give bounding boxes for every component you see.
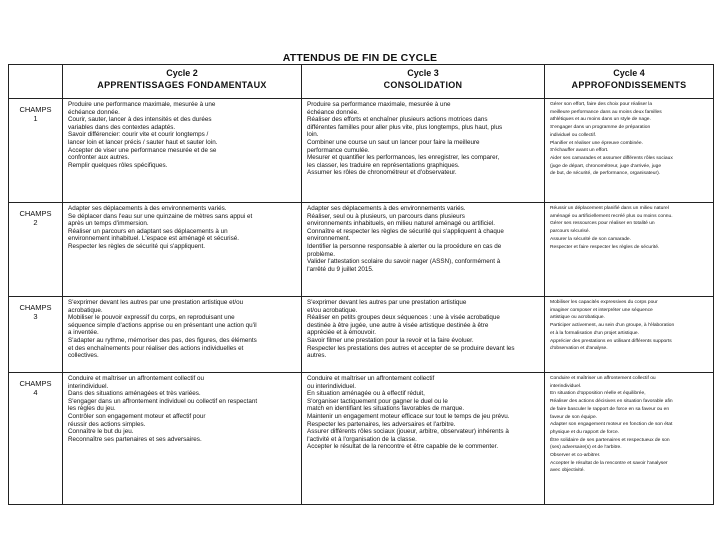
cell-line: et/ou acrobatique. — [307, 306, 358, 314]
champ-label: CHAMPS 3 — [9, 297, 63, 373]
cell-line: Maintenir un engagement moteur efficace sur tout le temps de jeu prévu. — [307, 412, 510, 420]
cell-line: aménagé ou artificiellement recréé plus ou moins connu. — [550, 213, 673, 219]
cell-line: Mesurer et quantifier les performances, les enregistrer, les comparer, — [307, 154, 500, 162]
cell-line: différentes familles pour aller plus vite, plus longtemps, plus haut, plus — [307, 123, 503, 131]
cell-line: Mobiliser le pouvoir expressif du corps, en reproduisant une — [68, 314, 235, 322]
cell-line: Savoir différencier: courir vite et courir longtemps / — [68, 131, 209, 139]
cell-line: Réussir un déplacement planifié dans un milieu naturel — [550, 206, 669, 211]
cell-line: imaginer composer et interpréter une séquence — [550, 307, 653, 313]
cell-line: Adapter son engagement moteur en fonction de son état — [550, 422, 673, 428]
cell-line: de faire basculer le rapport de force en sa faveur ou en — [550, 406, 670, 412]
header-cycle-2 — [63, 65, 302, 99]
cell-line: environnement inhabituel. L'espace est aménagé et sécurisé. — [68, 235, 239, 243]
cell-line: Dans des situations aménagées et très variées. — [68, 390, 201, 398]
cell-line: les règles du jeu. — [68, 405, 116, 413]
cell-line: Valider l'attestation scolaire du savoir nager (ASSN), conformément à — [307, 258, 501, 266]
cell-line: Être solidaire de ses partenaires et respectueux de son — [550, 437, 670, 443]
cell-line: Réaliser en petits groupes deux séquences : une à visée acrobatique — [307, 314, 500, 322]
cell-line: Combiner une course un saut un lancer pour faire la meilleure — [307, 138, 480, 146]
cell-line: problème. — [307, 250, 336, 258]
cell-line: Assurer différents rôles sociaux (joueur, arbitre, observateur) inhérents à — [307, 428, 509, 436]
cell-line: individuel ou collectif. — [550, 132, 597, 138]
cycle-subtitle: CONSOLIDATION — [383, 80, 463, 90]
cell-line: lancer loin et lancer précis / sauter haut et sauter loin. — [68, 138, 218, 146]
table-row — [9, 99, 714, 203]
cycle-table — [8, 64, 714, 505]
champ-label: CHAMPS 1 — [9, 99, 63, 203]
cell-line: ou interindividuel. — [307, 382, 357, 390]
cell-line: Assumer les rôles de chronométreur et d'observateur. — [307, 169, 457, 177]
cell-line: appréciée et à émouvoir. — [307, 329, 376, 337]
cell-line: Adapter ses déplacements à des environnements variés. — [307, 205, 466, 212]
cell-line: faveur de son équipe. — [550, 414, 598, 420]
cell-line: interindividuel. — [68, 382, 109, 390]
cell-line: interindividuel. — [550, 383, 582, 389]
cell-line: Respecter les partenaires, les adversaires et l'arbitre. — [307, 420, 456, 428]
table-row — [9, 203, 714, 297]
cell-line: S'organiser tactiquement pour gagner le duel ou le — [307, 397, 448, 405]
cell-line: match en identifiant les situations favorables de marque. — [307, 405, 465, 413]
cell-line: après un temps d'immersion. — [68, 220, 149, 228]
cycle-2-cell — [63, 373, 302, 505]
cell-line: meilleure performance dans au moins deux familles — [550, 109, 662, 115]
cell-line: Respecter les prestations des autres et accepter de se produire devant les — [307, 344, 515, 352]
cell-line: Adapter ses déplacements à des environnements variés. — [68, 205, 227, 212]
cell-line: Gérer son effort, faire des choix pour réaliser la — [550, 102, 653, 107]
cycle-4-cell — [545, 203, 714, 297]
cycle-3-cell — [302, 203, 545, 297]
cell-line: parcours sécurisé. — [550, 229, 590, 235]
cell-line: autres. — [307, 352, 327, 360]
cell-line: S'engager dans un affrontement individuel ou collectif en respectant — [68, 397, 258, 405]
cell-line: Respecter et faire respecter les règles de sécurité. — [550, 244, 660, 250]
cell-line: collectives. — [68, 352, 99, 360]
cell-line: Réaliser des actions décisives en situation favorable afin — [550, 399, 673, 405]
cycle-2-cell — [63, 297, 302, 373]
cell-line: Réaliser des efforts et enchaîner plusieurs actions motrices dans — [307, 116, 488, 124]
cell-line: Réaliser, seul ou à plusieurs, un parcours dans plusieurs — [307, 212, 465, 220]
cell-line: S'adapter au rythme, mémoriser des pas, des figures, des éléments — [68, 336, 257, 344]
cell-line: S'engager dans un programme de préparation — [550, 125, 651, 131]
corner-cell — [9, 65, 63, 99]
cell-line: avec objectivité. — [550, 468, 585, 474]
cycle-subtitle: APPROFONDISSEMENTS — [571, 80, 687, 90]
cell-line: Reconnaître ses partenaires et ses adversaires. — [68, 435, 202, 443]
champ-label: CHAMPS 4 — [9, 373, 63, 505]
cell-line: Accepter le résultat de la rencontre et savoir l'analyser — [550, 460, 668, 466]
cell-line: physique et du rapport de force. — [550, 429, 620, 435]
cell-line: Gérer ses ressources pour réaliser en totalité un — [550, 221, 655, 227]
champ-label: CHAMPS 2 — [9, 203, 63, 297]
cell-line: performance cumulée. — [307, 146, 370, 154]
cell-line: (juge de départ, chronométreur, juge d'arrivée, juge — [550, 163, 662, 169]
header-row — [9, 65, 714, 99]
cell-line: Savoir filmer une prestation pour la revoir et la faire évoluer. — [307, 336, 474, 344]
cycle-4-cell — [545, 373, 714, 505]
cell-line: Planifier et réaliser une épreuve combinée. — [550, 140, 643, 146]
cell-line: Observer et co-arbitrer. — [550, 453, 601, 459]
cell-line: confronter aux autres. — [68, 154, 130, 162]
cell-line: Conduire et maîtriser un affrontement collectif ou — [550, 376, 656, 381]
cell-line: S'exprimer devant les autres par une prestation artistique et/ou — [68, 299, 244, 306]
cell-line: a inventée. — [68, 329, 99, 337]
cell-line: Conduire et maîtriser un affrontement collectif — [307, 375, 435, 382]
cell-line: Produire une performance maximale, mesurée à une — [68, 101, 216, 108]
header-cycle-4 — [545, 65, 714, 99]
cell-line: de but, de sécurité, de performance, organisateur). — [550, 171, 661, 177]
cell-line: Accepter le résultat de la rencontre et être capable de le commenter. — [307, 443, 499, 451]
cell-line: S'échauffer avant un effort. — [550, 148, 609, 154]
cell-line: artistique ou acrobatique. — [550, 315, 605, 321]
cell-line: loin. — [307, 131, 319, 139]
cell-line: En situation aménagée ou à effectif réduit, — [307, 390, 425, 398]
cell-line: destinée à être jugée, une autre à visée artistique destinée à être — [307, 321, 489, 329]
cell-line: variables dans des contextes adaptés. — [68, 123, 176, 131]
cell-line: Apprécier des prestations en utilisant différents supports — [550, 338, 672, 344]
cycle-3-cell — [302, 373, 545, 505]
cycle-label: Cycle 2 — [166, 68, 198, 78]
cell-line: environnements inhabituels, en milieu naturel aménagé ou artificiel. — [307, 220, 495, 228]
cell-line: Identifier la personne responsable à alerter ou la procédure en cas de — [307, 242, 502, 250]
cycle-4-cell — [545, 297, 714, 373]
cell-line: Réaliser un parcours en adaptant ses déplacements à un — [68, 227, 228, 235]
cell-line: réussir des actions simples. — [68, 420, 146, 428]
cell-line: Se déplacer dans l'eau sur une quinzaine de mètres sans appui et — [68, 212, 253, 220]
cell-line: l'activité et à l'organisation de la classe. — [307, 435, 417, 443]
table-row — [9, 297, 714, 373]
cycle-3-cell — [302, 99, 545, 203]
cell-line: échéance donnée. — [307, 108, 359, 116]
cycle-4-cell — [545, 99, 714, 203]
cell-line: Courir, sauter, lancer à des intensités et des durées — [68, 116, 212, 124]
cycle-label: Cycle 4 — [613, 68, 645, 78]
cell-line: Connaître et respecter les règles de sécurité qui s'appliquent à chaque — [307, 227, 504, 235]
cell-line: d'observation et d'analyse. — [550, 346, 608, 352]
cell-line: et des enchaînements pour réaliser des actions individuelles et — [68, 344, 244, 352]
cell-line: environnement. — [307, 235, 351, 243]
cycle-2-cell — [63, 99, 302, 203]
header-cycle-3 — [302, 65, 545, 99]
cell-line: Participer activement, au sein d'un groupe, à l'élaboration — [550, 323, 675, 329]
cell-line: l'arrêté du 9 juillet 2015. — [307, 265, 374, 273]
cell-line: échéance donnée. — [68, 108, 120, 116]
cell-line: Mobiliser les capacités expressives du corps pour — [550, 300, 658, 305]
cell-line: Conduire et maîtriser un affrontement collectif ou — [68, 375, 205, 382]
cell-line: En situation d'opposition réelle et équilibrée, — [550, 391, 646, 397]
cell-line: et à la formalisation d'un projet artistique. — [550, 330, 640, 336]
cell-line: Assurer la sécurité de son camarade. — [550, 236, 632, 242]
cell-line: Aider ses camarades et assumer différents rôles sociaux — [550, 155, 673, 161]
cell-line: les classer, les traduire en représentations graphiques. — [307, 161, 460, 169]
cycle-2-cell — [63, 203, 302, 297]
cell-line: Remplir quelques rôles spécifiques. — [68, 161, 168, 169]
cell-line: Connaître le but du jeu. — [68, 428, 134, 436]
cycle-subtitle: APPRENTISSAGES FONDAMENTAUX — [97, 80, 267, 90]
cell-line: Accepter de viser une performance mesurée et de se — [68, 146, 217, 154]
cell-line: athlétiques et au moins dans un style de nage. — [550, 117, 651, 123]
cycle-3-cell — [302, 297, 545, 373]
table-row — [9, 373, 714, 505]
cell-line: Respecter les règles de sécurité qui s'appliquent. — [68, 242, 206, 250]
cycle-label: Cycle 3 — [407, 68, 439, 78]
cell-line: (ses) adversaire(s) et de l'arbitre. — [550, 445, 622, 451]
cell-line: S'exprimer devant les autres par une prestation artistique — [307, 299, 467, 306]
cell-line: Produire sa performance maximale, mesurée à une — [307, 101, 451, 108]
cell-line: Contrôler son engagement moteur et affectif pour — [68, 412, 206, 420]
cell-line: acrobatique. — [68, 306, 103, 314]
cell-line: séquence simple d'actions apprise ou en présentant une action qu'il — [68, 321, 257, 329]
page-title: ATTENDUS DE FIN DE CYCLE — [282, 52, 438, 64]
